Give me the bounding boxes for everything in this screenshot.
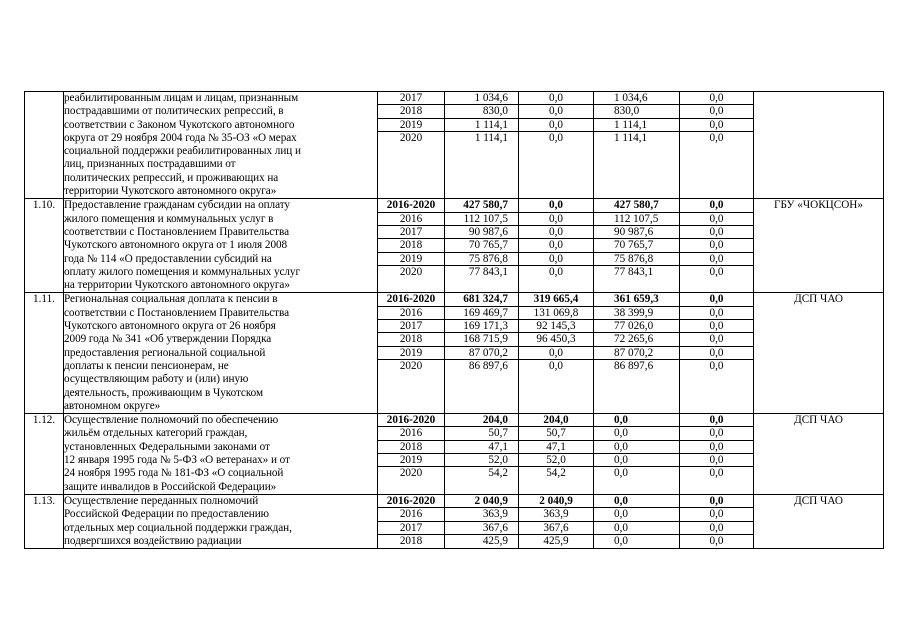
year-value: 2018 xyxy=(378,333,444,346)
regional-budget-value: 0,0 xyxy=(594,441,679,454)
federal-budget-value: 47,1 xyxy=(519,441,593,454)
other-sources-value: 0,0 xyxy=(709,265,724,278)
description-line: установленных Федеральными законами от xyxy=(64,440,270,453)
description-line: защите инвалидов в Российской Федерации» xyxy=(64,480,277,493)
federal-budget-value: 96 450,3 xyxy=(519,333,593,346)
other-sources-column xyxy=(680,92,754,199)
year-value: 2019 xyxy=(378,253,444,266)
row-number: 1.10. xyxy=(25,199,64,293)
year-value: 2019 xyxy=(378,347,444,360)
regional-budget-value: 0,0 xyxy=(614,467,628,480)
federal-budget-value: 52,0 xyxy=(519,454,593,467)
year-value: 2019 xyxy=(378,454,444,467)
regional-budget-value: 72 265,6 xyxy=(594,333,679,346)
total-value: 86 897,6 xyxy=(468,359,508,372)
total-column xyxy=(445,199,519,293)
total-value: 830,0 xyxy=(445,105,518,118)
federal-budget-value: 50,7 xyxy=(519,427,593,440)
description-line: на территории Чукотского автономного округа» xyxy=(64,279,290,292)
federal-budget-value: 2 040,9 xyxy=(519,495,593,508)
responsible-organization: ДСП ЧАО xyxy=(754,494,884,548)
regional-budget-column xyxy=(594,494,680,548)
other-sources-value: 0,0 xyxy=(680,199,753,212)
total-value: 77 843,1 xyxy=(468,265,508,278)
total-value: 75 876,8 xyxy=(445,253,518,266)
total-column xyxy=(445,494,519,548)
description-line: жилого помещения и коммунальных услуг в xyxy=(64,212,274,225)
total-column xyxy=(445,414,519,495)
description-line: Российской Федерации по предоставлению xyxy=(64,508,269,521)
year-value: 2016-2020 xyxy=(378,293,444,306)
description-line: 24 ноября 1995 года № 181-ФЗ «О социальной xyxy=(64,467,284,480)
other-sources-value: 0,0 xyxy=(680,307,753,320)
other-sources-value: 0,0 xyxy=(680,414,753,427)
federal-budget-value: 0,0 xyxy=(519,119,593,132)
regional-budget-value: 75 876,8 xyxy=(594,253,679,266)
table-row xyxy=(25,199,884,293)
description-line: пострадавшими от политических репрессий, в xyxy=(64,105,284,118)
federal-budget-column xyxy=(519,414,594,495)
measure-description xyxy=(64,414,378,495)
description-line: территории Чукотского автономного округа» xyxy=(64,185,277,198)
federal-budget-value: 0,0 xyxy=(519,347,593,360)
regional-budget-value: 0,0 xyxy=(594,508,679,521)
regional-budget-column xyxy=(594,414,680,495)
other-sources-value: 0,0 xyxy=(680,226,753,239)
federal-budget-value: 204,0 xyxy=(519,414,593,427)
other-sources-column xyxy=(680,414,754,495)
total-value: 363,9 xyxy=(445,508,518,521)
other-sources-value: 0,0 xyxy=(680,454,753,467)
federal-budget-column xyxy=(519,293,594,414)
row-number xyxy=(25,92,64,199)
year-value: 2016 xyxy=(378,427,444,440)
responsible-organization: ДСП ЧАО xyxy=(754,414,884,495)
other-sources-value: 0,0 xyxy=(709,131,724,144)
federal-budget-value: 0,0 xyxy=(549,131,563,144)
description-line: социальной поддержки реабилитированных лиц и xyxy=(64,145,301,158)
description-line: подвергшихся воздействию радиации xyxy=(64,534,242,547)
other-sources-value: 0,0 xyxy=(680,105,753,118)
other-sources-value: 0,0 xyxy=(680,427,753,440)
other-sources-value: 0,0 xyxy=(709,467,724,480)
total-column xyxy=(445,92,519,199)
year-value: 2016-2020 xyxy=(378,199,444,212)
regional-budget-value: 0,0 xyxy=(594,427,679,440)
responsible-organization: ДСП ЧАО xyxy=(754,293,884,414)
total-value: 87 070,2 xyxy=(445,347,518,360)
year-value: 2018 xyxy=(378,105,444,118)
other-sources-value: 0,0 xyxy=(680,508,753,521)
year-value: 2020 xyxy=(399,359,423,372)
total-column xyxy=(445,293,519,414)
federal-budget-value: 363,9 xyxy=(519,508,593,521)
other-sources-column xyxy=(680,494,754,548)
federal-budget-value: 0,0 xyxy=(519,239,593,252)
federal-budget-value: 367,6 xyxy=(519,522,593,535)
other-sources-value: 0,0 xyxy=(709,359,724,372)
year-value: 2017 xyxy=(378,320,444,333)
other-sources-column xyxy=(680,199,754,293)
other-sources-value: 0,0 xyxy=(680,347,753,360)
description-line: политических репрессий, и проживающих на xyxy=(64,171,279,184)
total-value: 47,1 xyxy=(445,441,518,454)
total-value: 54,2 xyxy=(488,467,508,480)
table-row xyxy=(25,293,884,414)
regional-budget-value: 0,0 xyxy=(594,522,679,535)
total-value: 1 114,1 xyxy=(474,131,508,144)
regional-budget-value: 90 987,6 xyxy=(594,226,679,239)
federal-budget-value: 0,0 xyxy=(549,359,563,372)
other-sources-column xyxy=(680,293,754,414)
federal-budget-value: 131 069,8 xyxy=(519,307,593,320)
year-value: 2018 xyxy=(399,534,423,547)
description-line: осуществляющим работу и (или) иную xyxy=(64,373,249,386)
total-value: 169 469,7 xyxy=(445,307,518,320)
other-sources-value: 0,0 xyxy=(680,320,753,333)
regional-budget-value: 830,0 xyxy=(594,105,679,118)
regional-budget-value: 70 765,7 xyxy=(594,239,679,252)
description-line: Осуществление переданных полномочий xyxy=(64,494,259,507)
description-line: жильём отдельных категорий граждан, xyxy=(64,427,248,440)
description-line: отдельных мер социальной поддержки граждан, xyxy=(64,521,292,534)
year-value: 2020 xyxy=(399,467,423,480)
year-value: 2016 xyxy=(378,213,444,226)
description-line: Осуществление полномочий по обеспечению xyxy=(64,414,279,427)
federal-budget-value: 0,0 xyxy=(549,265,563,278)
regional-budget-value: 0,0 xyxy=(594,495,679,508)
description-line: соответствии с Законом Чукотского автономного xyxy=(64,118,295,131)
year-value: 2016-2020 xyxy=(378,414,444,427)
program-table xyxy=(24,91,884,549)
description-line: округа от 29 ноября 2004 года № 35-ОЗ «О мерах xyxy=(64,131,297,144)
other-sources-value: 0,0 xyxy=(680,92,753,105)
description-line: автономном округе» xyxy=(64,399,161,412)
total-value: 425,9 xyxy=(482,534,508,547)
year-column xyxy=(378,199,445,293)
regional-budget-value: 77 026,0 xyxy=(594,320,679,333)
year-value: 2019 xyxy=(378,119,444,132)
total-value: 2 040,9 xyxy=(445,495,518,508)
federal-budget-column xyxy=(519,92,594,199)
federal-budget-value: 425,9 xyxy=(543,534,569,547)
measure-description xyxy=(64,293,378,414)
other-sources-value: 0,0 xyxy=(680,293,753,306)
regional-budget-value: 77 843,1 xyxy=(614,265,654,278)
table-row xyxy=(25,494,884,548)
description-line: Предоставление гражданам субсидии на оплату xyxy=(64,199,290,212)
description-line: соответствии с Постановлением Правительства xyxy=(64,225,290,238)
federal-budget-value: 0,0 xyxy=(519,199,593,212)
regional-budget-value: 112 107,5 xyxy=(594,213,679,226)
regional-budget-column xyxy=(594,199,680,293)
federal-budget-value: 0,0 xyxy=(519,105,593,118)
year-value: 2018 xyxy=(378,441,444,454)
total-value: 50,7 xyxy=(445,427,518,440)
federal-budget-value: 0,0 xyxy=(519,253,593,266)
other-sources-value: 0,0 xyxy=(680,495,753,508)
year-column xyxy=(378,494,445,548)
total-value: 112 107,5 xyxy=(445,213,518,226)
regional-budget-value: 361 659,3 xyxy=(594,293,679,306)
federal-budget-column xyxy=(519,494,594,548)
other-sources-value: 0,0 xyxy=(680,213,753,226)
description-line: оплату жилого помещения и коммунальных услуг xyxy=(64,265,301,278)
total-value: 70 765,7 xyxy=(445,239,518,252)
year-column xyxy=(378,414,445,495)
year-value: 2017 xyxy=(378,522,444,535)
total-value: 367,6 xyxy=(445,522,518,535)
federal-budget-value: 0,0 xyxy=(519,92,593,105)
total-value: 169 171,3 xyxy=(445,320,518,333)
description-line: 12 января 1995 года № 5-ФЗ «О ветеранах» и от xyxy=(64,454,290,467)
total-value: 1 034,6 xyxy=(445,92,518,105)
total-value: 204,0 xyxy=(445,414,518,427)
total-value: 168 715,9 xyxy=(445,333,518,346)
year-value: 2016 xyxy=(378,508,444,521)
federal-budget-column xyxy=(519,199,594,293)
description-line: реабилитированным лицам и лицам, признанным xyxy=(64,92,299,104)
description-line: Чукотского автономного округа от 26 ноября xyxy=(64,320,276,333)
description-line: 2009 года № 341 «Об утверждении Порядка xyxy=(64,333,272,346)
regional-budget-column xyxy=(594,92,680,199)
year-column xyxy=(378,92,445,199)
federal-budget-value: 54,2 xyxy=(546,467,566,480)
measure-description xyxy=(64,199,378,293)
year-value: 2018 xyxy=(378,239,444,252)
measure-description xyxy=(64,92,378,199)
other-sources-value: 0,0 xyxy=(680,239,753,252)
total-value: 681 324,7 xyxy=(445,293,518,306)
year-value: 2020 xyxy=(399,131,423,144)
regional-budget-value: 38 399,9 xyxy=(594,307,679,320)
other-sources-value: 0,0 xyxy=(680,441,753,454)
other-sources-value: 0,0 xyxy=(680,522,753,535)
regional-budget-value: 0,0 xyxy=(614,534,628,547)
regional-budget-value: 1 114,1 xyxy=(614,131,648,144)
table-row xyxy=(25,92,884,199)
other-sources-value: 0,0 xyxy=(680,333,753,346)
year-value: 2016-2020 xyxy=(378,495,444,508)
other-sources-value: 0,0 xyxy=(680,253,753,266)
measure-description xyxy=(64,494,378,548)
row-number: 1.13. xyxy=(25,494,64,548)
year-value: 2020 xyxy=(399,265,423,278)
year-value: 2017 xyxy=(378,92,444,105)
federal-budget-value: 319 665,4 xyxy=(519,293,593,306)
regional-budget-value: 1 114,1 xyxy=(594,119,679,132)
row-number: 1.11. xyxy=(25,293,64,414)
year-value: 2017 xyxy=(378,226,444,239)
row-number: 1.12. xyxy=(25,414,64,495)
total-value: 427 580,7 xyxy=(445,199,518,212)
total-value: 90 987,6 xyxy=(445,226,518,239)
regional-budget-value: 87 070,2 xyxy=(594,347,679,360)
year-value: 2016 xyxy=(378,307,444,320)
federal-budget-value: 92 145,3 xyxy=(519,320,593,333)
federal-budget-value: 0,0 xyxy=(519,213,593,226)
total-value: 1 114,1 xyxy=(445,119,518,132)
responsible-organization xyxy=(754,92,884,199)
regional-budget-value: 0,0 xyxy=(594,414,679,427)
regional-budget-value: 1 034,6 xyxy=(594,92,679,105)
description-line: деятельность, проживающим в Чукотском xyxy=(64,386,264,399)
description-line: доплаты к пенсии пенсионерам, не xyxy=(64,359,229,372)
description-line: лиц, признанных пострадавшими от xyxy=(64,158,236,171)
description-line: года № 114 «О предоставлении субсидий на xyxy=(64,252,272,265)
regional-budget-value: 86 897,6 xyxy=(614,359,654,372)
table-row xyxy=(25,414,884,495)
total-value: 52,0 xyxy=(445,454,518,467)
responsible-organization: ГБУ «ЧОКЦСОН» xyxy=(754,199,884,293)
description-line: Чукотского автономного округа от 1 июля 2008 xyxy=(64,239,288,252)
regional-budget-value: 0,0 xyxy=(594,454,679,467)
regional-budget-value: 427 580,7 xyxy=(594,199,679,212)
federal-budget-value: 0,0 xyxy=(519,226,593,239)
description-line: предоставления региональной социальной xyxy=(64,346,266,359)
other-sources-value: 0,0 xyxy=(709,534,724,547)
regional-budget-column xyxy=(594,293,680,414)
description-line: Региональная социальная доплата к пенсии в xyxy=(64,293,278,306)
description-line: соответствии с Постановлением Правительства xyxy=(64,306,290,319)
year-column xyxy=(378,293,445,414)
other-sources-value: 0,0 xyxy=(680,119,753,132)
